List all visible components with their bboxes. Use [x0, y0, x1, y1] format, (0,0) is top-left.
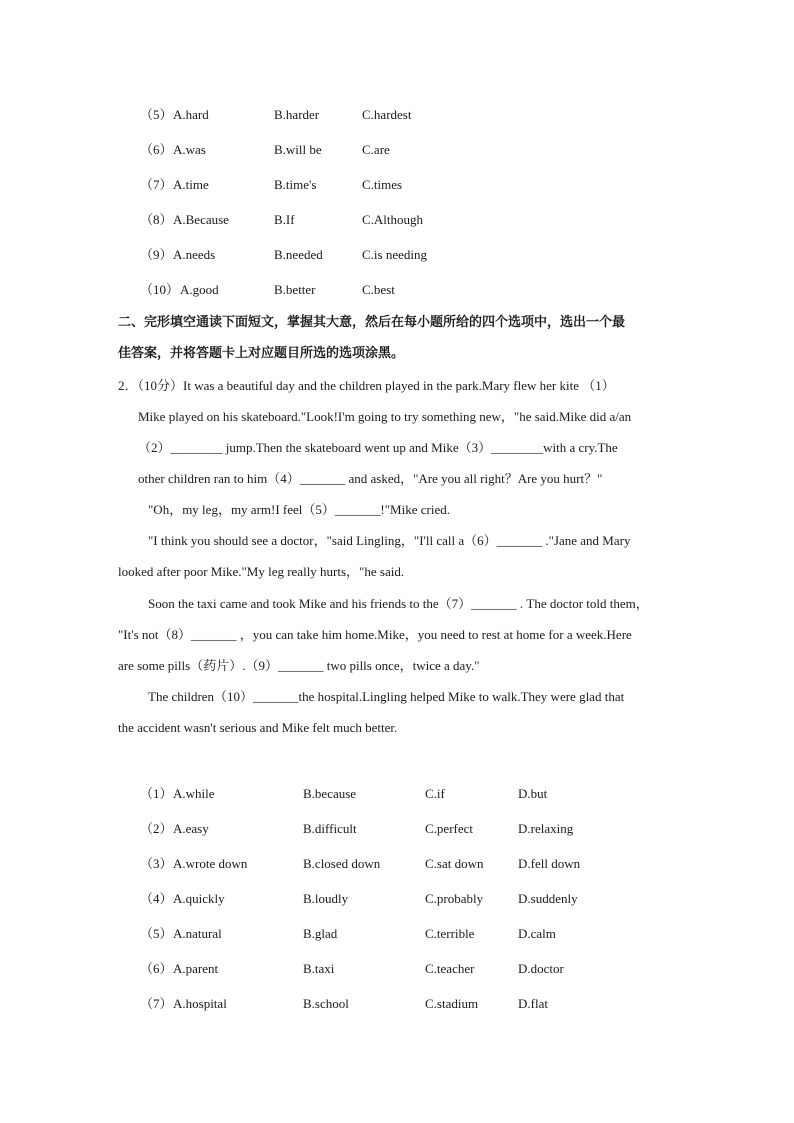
option-a: A.hospital — [173, 996, 227, 1011]
option-c: C.are — [362, 142, 390, 157]
option-c: C.times — [362, 177, 403, 192]
option-row — [0, 785, 794, 820]
option-c: C.if — [425, 786, 445, 801]
option-c: C.hardest — [362, 107, 412, 122]
option-c: C.terrible — [425, 926, 475, 941]
options-table-previous — [0, 106, 794, 316]
option-a: A.time — [173, 177, 209, 192]
passage-line: Mike played on his skateboard."Look!I'm going to try something new，"he said.Mike did a/an — [138, 409, 632, 424]
passage-line: （2）________ jump.Then the skateboard went up and Mike（3）________with a cry.The — [138, 440, 618, 455]
option-row — [0, 820, 794, 855]
option-b: B.difficult — [303, 821, 357, 836]
option-row — [0, 246, 794, 281]
option-c: C.best — [362, 282, 395, 297]
passage-line: 2．（10分）It was a beautiful day and the children played in the park.Mary flew her kite （1） — [118, 378, 615, 393]
option-c: C.Although — [362, 212, 424, 227]
option-b: B.needed — [274, 247, 323, 262]
option-number: （4） — [140, 891, 173, 906]
option-number: （1） — [140, 786, 173, 801]
option-b: B.If — [274, 212, 295, 227]
option-row — [0, 855, 794, 890]
option-b: B.closed down — [303, 856, 381, 871]
option-b: B.better — [274, 282, 316, 297]
option-b: B.school — [303, 996, 349, 1011]
option-d: D.suddenly — [518, 891, 578, 906]
option-row — [0, 890, 794, 925]
option-a: A.quickly — [173, 891, 225, 906]
option-number: （6） — [140, 142, 173, 157]
option-d: D.fell down — [518, 856, 581, 871]
option-d: D.but — [518, 786, 548, 801]
option-c: C.perfect — [425, 821, 474, 836]
option-d: D.doctor — [518, 961, 564, 976]
section-heading — [118, 307, 678, 369]
option-number: （5） — [140, 107, 173, 122]
option-b: B.loudly — [303, 891, 349, 906]
option-number: （3） — [140, 856, 173, 871]
option-a: A.hard — [173, 107, 209, 122]
option-a: A.was — [173, 142, 206, 157]
section-heading-line-2: 佳答案，并将答题卡上对应题目所选的选项涂黑。 — [118, 346, 405, 361]
passage-line: are some pills（药片）.（9）_______ two pills once，twice a day." — [118, 658, 480, 673]
passage-line: "Oh，my leg，my arm!I feel（5）_______!"Mike cried. — [148, 502, 450, 517]
option-d: D.relaxing — [518, 821, 574, 836]
option-row — [0, 925, 794, 960]
option-b: B.time's — [274, 177, 317, 192]
option-row — [0, 106, 794, 141]
option-a: A.good — [180, 282, 219, 297]
option-c: C.teacher — [425, 961, 475, 976]
option-number: （7） — [140, 177, 173, 192]
option-number: （5） — [140, 926, 173, 941]
option-number: （6） — [140, 961, 173, 976]
option-a: A.needs — [173, 247, 216, 262]
section-heading-line-1: 二、完形填空通读下面短文，掌握其大意，然后在每小题所给的四个选项中，选出一个最 — [118, 315, 626, 330]
option-a: A.wrote down — [173, 856, 248, 871]
option-number: （2） — [140, 821, 173, 836]
option-a: A.Because — [173, 212, 229, 227]
passage-line: Soon the taxi came and took Mike and his friends to the（7）_______ . The doctor told them， — [148, 596, 649, 611]
options-table-cloze — [0, 785, 794, 1030]
option-a: A.while — [173, 786, 215, 801]
passage-line: other children ran to him（4）_______ and asked，"Are you all right？Are you hurt？" — [138, 471, 603, 486]
option-row — [0, 211, 794, 246]
option-b: B.glad — [303, 926, 338, 941]
passage-line: the accident wasn't serious and Mike felt much better. — [118, 720, 398, 735]
option-c: C.sat down — [425, 856, 484, 871]
option-c: C.is needing — [362, 247, 427, 262]
option-c: C.probably — [425, 891, 484, 906]
option-number: （10） — [140, 282, 180, 297]
option-a: A.parent — [173, 961, 219, 976]
passage-line: The children（10）_______the hospital.Lingling helped Mike to walk.They were glad that — [148, 689, 625, 704]
option-number: （9） — [140, 247, 173, 262]
option-d: D.calm — [518, 926, 556, 941]
option-a: A.natural — [173, 926, 222, 941]
option-number: （8） — [140, 212, 173, 227]
option-c: C.stadium — [425, 996, 479, 1011]
passage-line: looked after poor Mike."My leg really hurts，"he said. — [118, 564, 405, 579]
option-d: D.flat — [518, 996, 548, 1011]
option-row — [0, 141, 794, 176]
option-b: B.taxi — [303, 961, 335, 976]
option-number: （7） — [140, 996, 173, 1011]
option-b: B.will be — [274, 142, 322, 157]
passage-line: "I think you should see a doctor，"said Lingling，"I'll call a（6）_______ ."Jane and Mary — [148, 533, 631, 548]
option-row — [0, 960, 794, 995]
option-a: A.easy — [173, 821, 209, 836]
passage-line: "It's not（8）_______ ，you can take him home.Mike，you need to rest at home for a week.Here — [118, 627, 632, 642]
option-b: B.harder — [274, 107, 320, 122]
option-row — [0, 176, 794, 211]
option-b: B.because — [303, 786, 357, 801]
option-row — [0, 995, 794, 1030]
